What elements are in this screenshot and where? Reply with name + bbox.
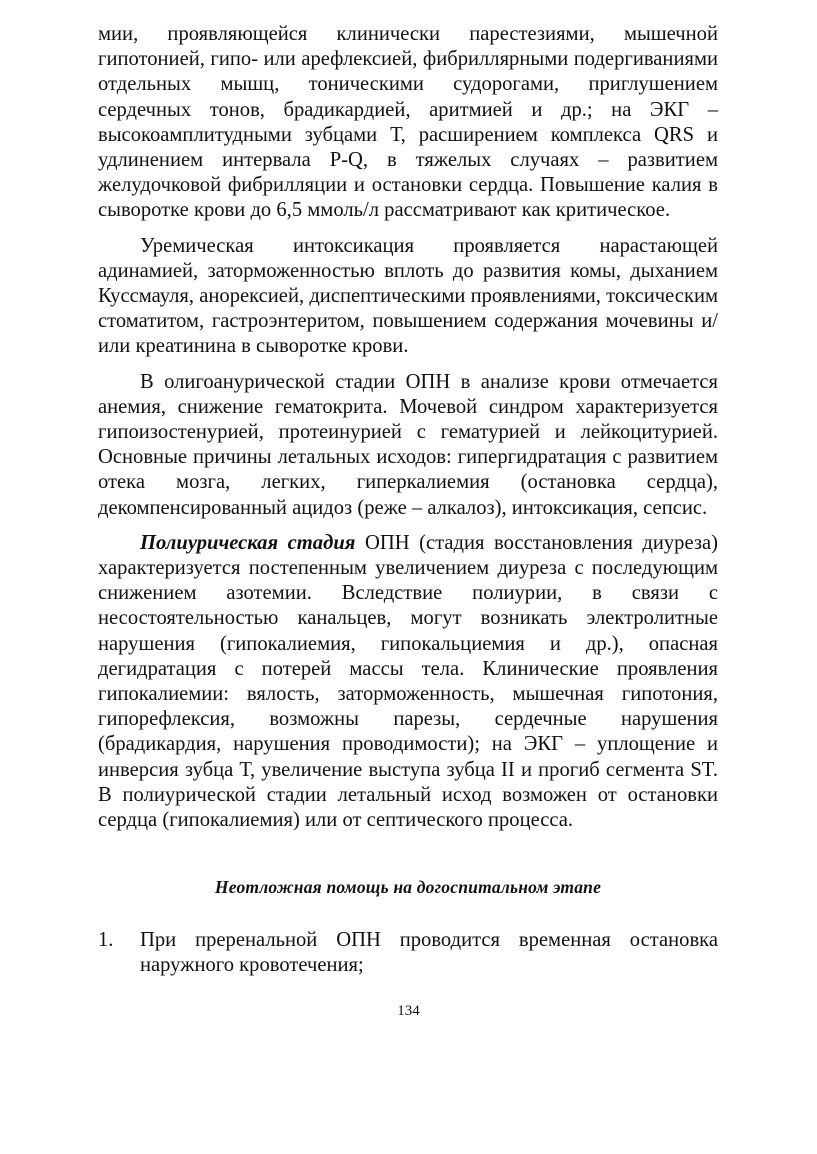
section-heading: Неотложная помощь на догоспитальном этапе	[214, 877, 602, 897]
list-item	[98, 928, 718, 978]
page-body	[98, 22, 718, 833]
emphasized-term: Полиурическая стадия	[140, 531, 356, 554]
numbered-list	[98, 928, 718, 978]
paragraph-3: В олигоанурической стадии ОПН в анализе крови отмечается анемия, снижение гематокрита. Мочевой синдром характеризуется гипоизостенурией, протеинурией с гематурией и лейкоцитурией. Основные причины летальных исходов: гипергидратация с развитием отека мозга, легких, гиперкалиемия (остановка сердца), декомпенсированный ацидоз (реже – алкалоз), интоксикация, сепсис.	[98, 370, 718, 519]
list-item-text: При преренальной ОПН проводится временная остановка наружного кровотечения;	[140, 929, 718, 977]
paragraph-2: Уремическая интоксикация проявляется нарастающей адинамией, заторможенностью вплоть до развития комы, дыханием Куссмауля, анорексией, диспептическими проявлениями, токсическим стоматитом, гастроэнтеритом, повышением содержания мочевины и/или креатинина в сыворотке крови.	[98, 234, 718, 358]
paragraph-4	[98, 531, 718, 833]
paragraph-4-text: ОПН (стадия восстановления диуреза) характеризуется постепенным увеличением диуреза с последующим снижением азотемии. Вследствие полиурии, в связи с несостоятельностью канальцев, могут возникать электролитные нарушения (гипокалиемия, гипокальциемия и др.), опасная дегидратация с потерей массы тела. Клинические проявления гипокалиемии: вялость, заторможенность, мышечная гипотония, гипорефлексия, возможны парезы, сердечные нарушения (брадикардия, нарушения проводимости); на ЭКГ – уплощение и инверсия зубца Т, увеличение выступа зубца II и прогиб сегмента ST. В полиурической стадии летальный исход возможен от остановки сердца (гипокалиемия) или от септического процесса.	[98, 531, 718, 832]
paragraph-1: мии, проявляющейся клинически парестезиями, мышечной гипотонией, гипо- или арефлексией, фибриллярными подергиваниями отдельных мышц, тоническими судорогами, приглушением сердечных тонов, брадикардией, аритмией и др.; на ЭКГ – высокоамплитудными зубцами Т, расширением комплекса QRS и удлинением интервала P-Q, в тяжелых случаях – развитием желудочковой фибрилляции и остановки сердца. Повышение калия в сыворотке крови до 6,5 ммоль/л рассматривают как критическое.	[98, 23, 718, 222]
page-number: 134	[397, 1003, 420, 1019]
list-item-number: 1.	[98, 929, 114, 951]
